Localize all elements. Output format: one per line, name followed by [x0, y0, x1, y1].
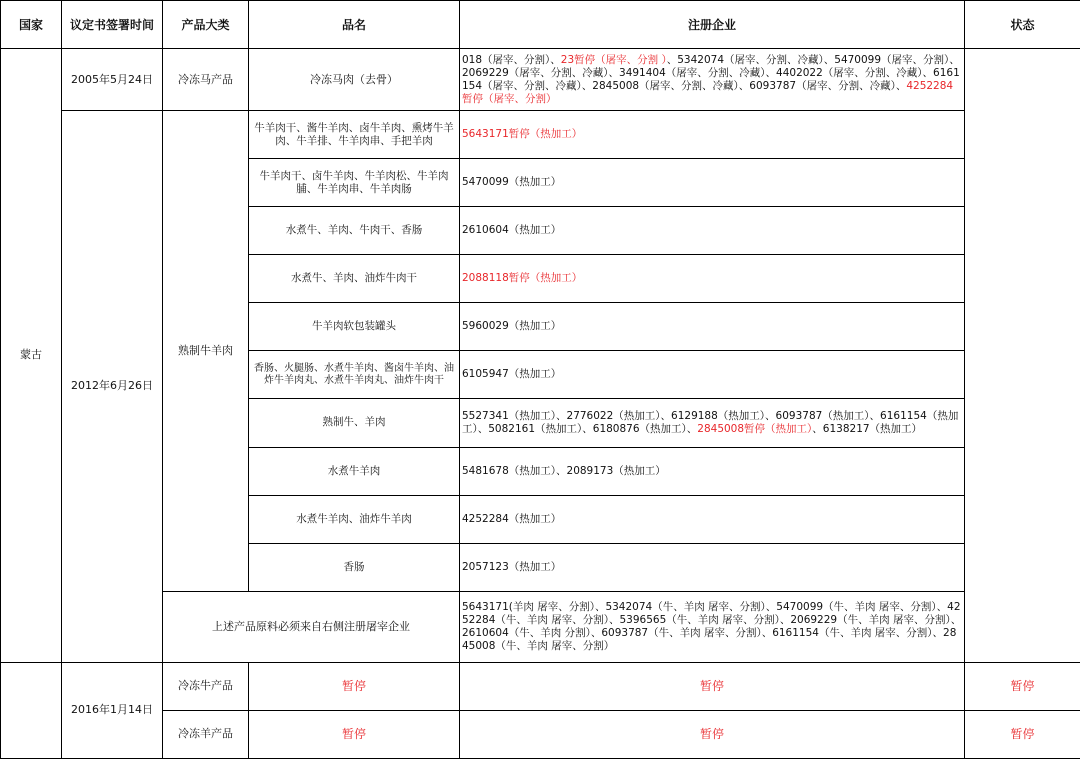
header-enterprise: 注册企业: [460, 1, 965, 49]
enterprise-text: 6105947（热加工）: [462, 368, 562, 381]
enterprise-text: 、6138217（热加工）: [812, 422, 923, 435]
enterprise-text: 2610604（热加工）: [462, 224, 562, 237]
enterprise-text: 018（屠宰、分割）、: [462, 53, 561, 66]
enterprise-cell: [460, 207, 965, 255]
category-cell: 冷冻羊产品: [163, 710, 249, 758]
table-row: [1, 49, 1080, 111]
product-cell: 牛羊肉干、酱牛羊肉、卤牛羊肉、熏烤牛羊肉、牛羊排、牛羊肉串、手把羊肉: [249, 111, 460, 159]
enterprise-cell: 5643171(羊肉 屠宰、分割）、5342074（牛、羊肉 屠宰、分割）、5470099（牛、羊肉 屠宰、分割）、4252284（牛、羊肉 屠宰、分割）、5396565（牛、羊肉 屠宰、分割）、2069229（牛、羊肉 屠宰、分割）、2610604（牛、羊肉 分割）、6093787（牛、羊肉 屠宰、分割）、6161154（牛、羊肉 屠宰、分割）、2845008（牛、羊肉 屠宰、分割）: [460, 591, 965, 662]
status-cell: 暂停: [965, 662, 1080, 710]
country-cell: 蒙古: [1, 49, 62, 663]
product-cell: 水煮牛、羊肉、油炸牛肉干: [249, 255, 460, 303]
product-cell: 牛羊肉软包装罐头: [249, 303, 460, 351]
product-cell: 香肠、火腿肠、水煮牛羊肉、酱卤牛羊肉、油炸牛羊肉丸、水煮牛羊肉丸、油炸牛肉干: [249, 351, 460, 399]
table-row: [1, 662, 1080, 710]
enterprise-text: 5481678（热加工）、2089173（热加工）: [462, 464, 666, 477]
enterprise-cell: [460, 543, 965, 591]
enterprise-cell: [460, 447, 965, 495]
enterprise-text: 2057123（热加工）: [462, 560, 562, 573]
enterprise-cell: [460, 351, 965, 399]
enterprise-cell: 暂停: [460, 662, 965, 710]
category-cell: 熟制牛羊肉: [163, 111, 249, 592]
table-row: [1, 591, 1080, 662]
product-cell: 香肠: [249, 543, 460, 591]
status-cell: 暂停: [965, 710, 1080, 758]
product-cell: 冷冻马肉（去骨）: [249, 49, 460, 111]
header-category: 产品大类: [163, 1, 249, 49]
enterprise-text: 5470099（热加工）: [462, 176, 562, 189]
table-row: [1, 710, 1080, 758]
header-product: 品名: [249, 1, 460, 49]
header-sign-date: 议定书签署时间: [62, 1, 163, 49]
enterprise-cell: [460, 49, 965, 111]
product-cell: 暂停: [249, 710, 460, 758]
product-cell: 暂停: [249, 662, 460, 710]
enterprise-suspended-text: 4252284暂停（屠宰、分割）: [462, 79, 954, 105]
sign-date-cell: 2016年1月14日: [62, 662, 163, 758]
enterprise-cell: 暂停: [460, 710, 965, 758]
header-row: [1, 1, 1080, 49]
product-cell: 水煮牛羊肉: [249, 447, 460, 495]
enterprise-suspended-text: 2845008暂停（热加工）: [697, 422, 813, 435]
enterprise-cell: [460, 111, 965, 159]
sign-date-cell: 2005年5月24日: [62, 49, 163, 111]
product-cell: 牛羊肉干、卤牛羊肉、牛羊肉松、牛羊肉脯、牛羊肉串、牛羊肉肠: [249, 159, 460, 207]
enterprise-cell: [460, 495, 965, 543]
enterprise-cell: [460, 399, 965, 447]
enterprise-text: 5960029（热加工）: [462, 320, 562, 333]
enterprise-cell: [460, 159, 965, 207]
product-cell: 水煮牛、羊肉、牛肉干、香肠: [249, 207, 460, 255]
table-row: [1, 111, 1080, 159]
enterprise-cell: [460, 255, 965, 303]
enterprise-text: 4252284（热加工）: [462, 512, 562, 525]
status-cell: [965, 49, 1080, 663]
enterprise-suspended-text: 23暂停（屠宰、分割 ）: [560, 53, 667, 66]
header-status: 状态: [965, 1, 1080, 49]
header-country: 国家: [1, 1, 62, 49]
raw-material-note: 上述产品原料必须来自右侧注册屠宰企业: [163, 591, 460, 662]
category-cell: 冷冻马产品: [163, 49, 249, 111]
product-cell: 水煮牛羊肉、油炸牛羊肉: [249, 495, 460, 543]
country-cell-lower: [1, 662, 62, 758]
enterprise-cell: [460, 303, 965, 351]
enterprise-text: 、5342074（屠宰、分割、冷藏）、5470099（屠宰、分割）、2069229（屠宰、分割、冷藏）、3491404（屠宰、分割、冷藏）、4402022（屠宰、分割、冷藏）、6161154（屠宰、分割、冷藏）、2845008（屠宰、分割、冷藏）、6093787（屠宰、分割、冷藏）、: [462, 53, 960, 92]
enterprise-suspended-text: 2088118暂停（热加工）: [462, 272, 583, 285]
category-cell: 冷冻牛产品: [163, 662, 249, 710]
enterprise-text: 5527341（热加工）、2776022（热加工）、6129188（热加工）、6093787（热加工）、6161154（热加工）、5082161（热加工）、6180876（热加工）、: [462, 409, 959, 435]
enterprise-suspended-text: 5643171暂停（热加工）: [462, 128, 583, 141]
sign-date-cell: 2012年6月26日: [62, 111, 163, 663]
product-cell: 熟制牛、羊肉: [249, 399, 460, 447]
